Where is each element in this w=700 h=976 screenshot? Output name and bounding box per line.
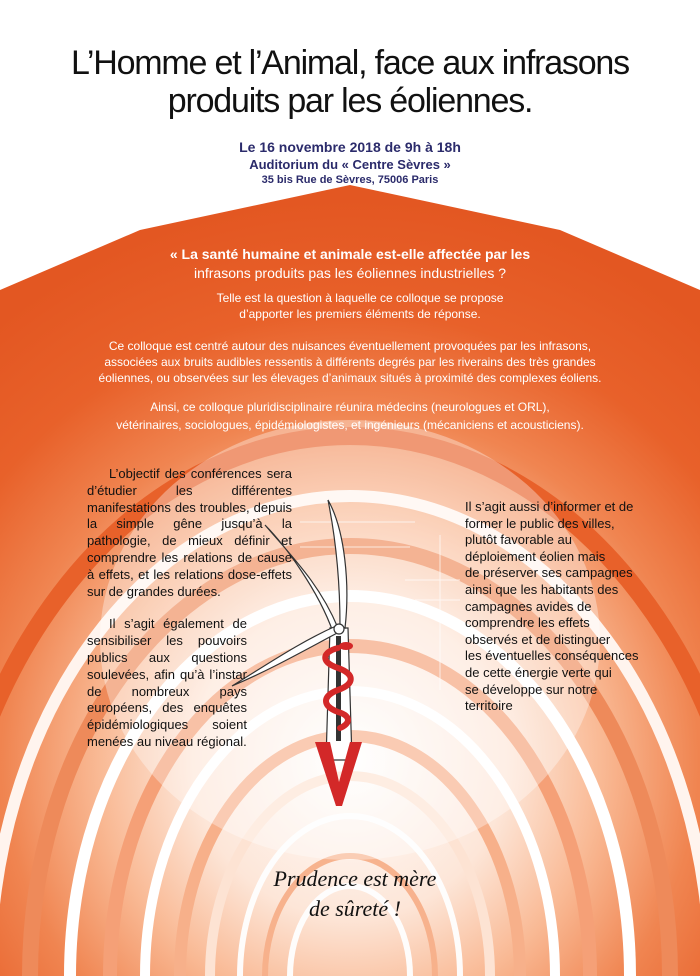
right-line: Il s’agit aussi d’informer et de — [465, 499, 634, 514]
page-title — [0, 44, 700, 120]
right-line: ainsi que les habitants des — [465, 581, 619, 597]
question-line-1: « La santé humaine et animale est-elle affectée par les — [169, 246, 531, 262]
right-line: de cette énergie verte qui — [465, 664, 612, 680]
focus-line-3: éoliennes, ou observées sur les élevages d’animaux situés à proximité des complexes éoliens. — [98, 371, 602, 385]
objective-paragraph: L’objectif des conférences sera d’étudier les différentes manifestations des troubles, depuis la simple gêne jusqu’à la pathologie, de mieux définir et comprendre les relations de cause à effets, et les relations dose-effets sur de grandes durées. — [87, 466, 292, 599]
intro-purpose — [10, 290, 700, 322]
purpose-line-1: Telle est la question à laquelle ce colloque se propose — [216, 291, 504, 305]
motto-line-2: de sûreté ! — [308, 896, 402, 921]
right-line: les éventuelles conséquences — [465, 648, 639, 664]
right-line: former le public des villes, — [465, 515, 615, 531]
right-column — [465, 499, 695, 715]
right-line: observés et de distinguer — [465, 631, 611, 647]
right-line: de préserver ses campagnes — [465, 565, 633, 581]
question-line-2: infrasons produits pas les éoliennes industrielles ? — [193, 265, 507, 281]
motto-line-1: Prudence est mère — [273, 866, 437, 891]
focus-line-2: associées aux bruits audibles ressentis à différents degrés par les riverains des très grandes — [104, 355, 596, 369]
participants-line-2: vétérinaires, sociologues, épidémiologistes, et ingénieurs (mécaniciens et acousticiens). — [116, 418, 584, 432]
left-column — [87, 466, 292, 767]
right-line: comprendre les effets — [465, 615, 590, 631]
intro-question — [0, 245, 700, 283]
right-line: déploiement éolien mais — [465, 548, 606, 564]
title-line-1: L’Homme et l’Animal, face aux infrasons — [71, 44, 629, 82]
right-line: se développe sur notre — [465, 681, 598, 697]
awareness-paragraph: Il s’agit également de sensibiliser les pouvoirs publics aux questions soulevées, afin qu’à l’instar de nombreux pays européens, des enquêtes épidémiologiques soient menées au niveau régional. — [87, 616, 247, 749]
intro-participants — [0, 398, 700, 434]
title-line-2: produits par les éoliennes. — [167, 82, 533, 120]
right-line: plutôt favorable au — [465, 532, 572, 548]
participants-line-1: Ainsi, ce colloque pluridisciplinaire réunira médecins (neurologues et ORL), — [150, 400, 550, 414]
right-line: territoire — [465, 698, 513, 714]
focus-line-1: Ce colloque est centré autour des nuisances éventuellement provoquées par les infrasons, — [108, 339, 592, 353]
intro-focus — [0, 338, 700, 386]
purpose-line-2: d’apporter les premiers éléments de réponse. — [239, 307, 481, 321]
motto — [230, 864, 480, 924]
event-address: 35 bis Rue de Sèvres, 75006 Paris — [261, 174, 439, 186]
event-date: Le 16 novembre 2018 de 9h à 18h — [239, 139, 461, 155]
event-venue: Auditorium du « Centre Sèvres » — [249, 157, 451, 172]
right-line: campagnes avides de — [465, 598, 592, 614]
